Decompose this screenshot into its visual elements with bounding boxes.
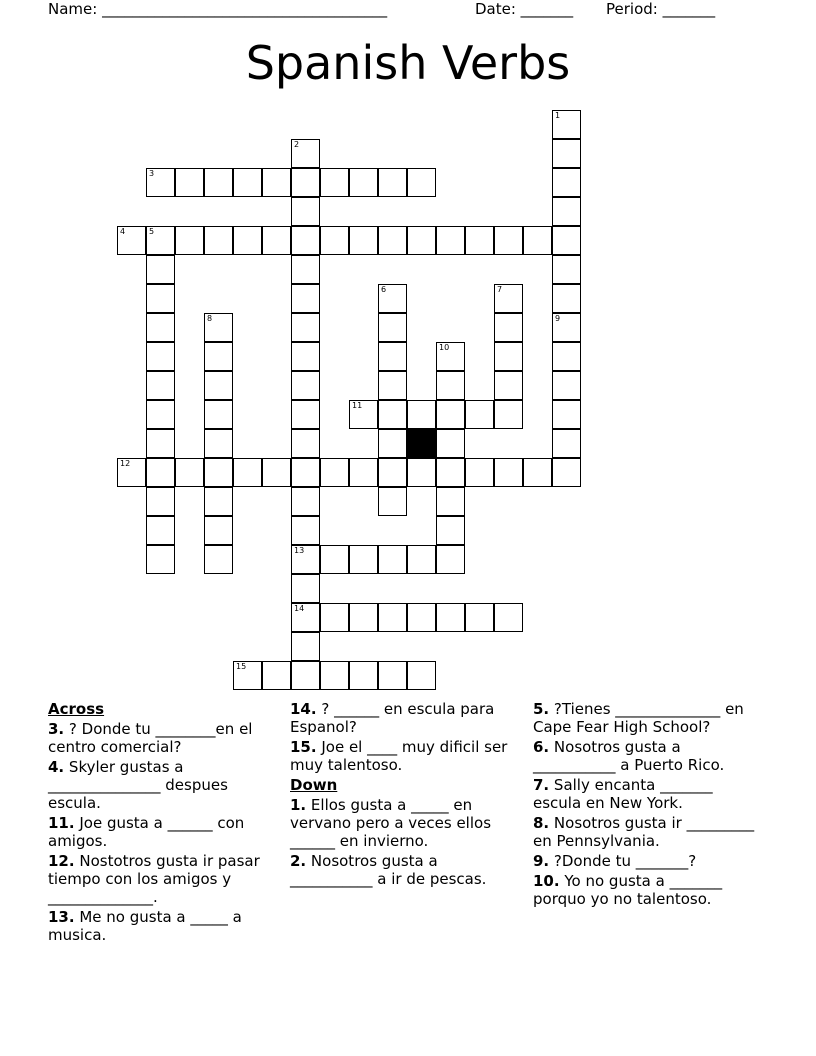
grid-cell[interactable] [465,226,494,255]
clue-down-7: 7. Sally encanta _______ escula en New York. [533,776,713,812]
grid-cell[interactable] [407,458,436,487]
grid-cell[interactable] [204,168,233,197]
page-title: Spanish Verbs [245,36,571,90]
grid-cell[interactable] [378,400,407,429]
grid-cell[interactable] [146,284,175,313]
grid-cell[interactable] [291,545,320,574]
grid-cell[interactable] [552,458,581,487]
clue-across-12: 12. Nostotros gusta ir pasar tiempo con los amigos y ______________. [48,852,260,906]
clue-down-10: 10. Yo no gusta a _______ porquo yo no talentoso. [533,872,723,908]
grid-cell[interactable] [291,371,320,400]
clue-number: 7 [497,285,503,294]
clue-across-13: 13. Me no gusta a _____ a musica. [48,908,242,944]
clue-across-11: 11. Joe gusta a ______ con amigos. [48,814,245,850]
clues-column-2 [290,700,518,890]
grid-cell[interactable] [262,458,291,487]
period-field: Period: _______ [606,0,716,18]
grid-cell[interactable] [146,168,175,197]
grid-cell[interactable] [407,661,436,690]
grid-cell[interactable] [349,168,378,197]
grid-cell[interactable] [291,168,320,197]
grid-cell[interactable] [349,226,378,255]
grid-cell[interactable] [146,400,175,429]
grid-cell[interactable] [552,371,581,400]
grid-cell[interactable] [146,313,175,342]
clue-down-5: 5. ?Tienes ______________ en Cape Fear High School? [533,700,744,736]
grid-cell[interactable] [407,168,436,197]
grid-cell[interactable] [291,400,320,429]
grid-cell[interactable] [407,400,436,429]
clue-number: 5 [149,227,155,236]
grid-cell[interactable] [291,226,320,255]
clue-number: 11 [352,401,363,410]
grid-cell[interactable] [291,139,320,168]
grid-cell[interactable] [552,168,581,197]
grid-cell[interactable] [436,545,465,574]
clue-number: 4 [120,227,126,236]
grid-cell[interactable] [175,226,204,255]
grid-cell[interactable] [233,458,262,487]
grid-cell[interactable] [233,661,262,690]
grid-cell[interactable] [146,255,175,284]
clues-column-1 [48,700,268,946]
grid-cell[interactable] [349,603,378,632]
clue-number: 9 [555,314,561,323]
grid-cell[interactable] [291,574,320,603]
clue-number: 6 [381,285,387,294]
grid-cell[interactable] [407,226,436,255]
grid-cell[interactable] [494,313,523,342]
grid-cell[interactable] [552,197,581,226]
grid-cell[interactable] [378,226,407,255]
grid-cell[interactable] [349,545,378,574]
grid-cell[interactable] [204,400,233,429]
grid-cell[interactable] [378,603,407,632]
grid-cell[interactable] [436,371,465,400]
down-heading: Down [290,776,338,794]
grid-cell[interactable] [262,661,291,690]
grid-cell[interactable] [552,400,581,429]
grid-cell[interactable] [146,545,175,574]
clue-number: 1 [555,111,561,120]
grid-cell[interactable] [320,603,349,632]
grid-cell[interactable] [204,342,233,371]
grid-cell[interactable] [552,429,581,458]
grid-cell[interactable] [204,545,233,574]
grid-cell[interactable] [378,487,407,516]
grid-cell[interactable] [204,487,233,516]
grid-cell[interactable] [117,458,146,487]
grid-cell[interactable] [436,400,465,429]
grid-cell[interactable] [349,400,378,429]
grid-cell[interactable] [349,661,378,690]
grid-cell[interactable] [320,168,349,197]
grid-cell[interactable] [291,632,320,661]
grid-cell[interactable] [494,284,523,313]
grid-cell[interactable] [204,226,233,255]
grid-cell[interactable] [175,168,204,197]
grid-cell[interactable] [436,487,465,516]
grid-cell[interactable] [233,226,262,255]
grid-cell[interactable] [204,458,233,487]
grid-cell[interactable] [117,226,146,255]
grid-cell[interactable] [146,342,175,371]
grid-cell[interactable] [146,371,175,400]
grid-cell[interactable] [552,139,581,168]
clue-down-9: 9. ?Donde tu _______? [533,852,697,870]
grid-cell[interactable] [262,226,291,255]
clue-number: 10 [439,343,450,352]
grid-cell[interactable] [291,661,320,690]
grid-cell[interactable] [291,284,320,313]
grid-cell[interactable] [378,342,407,371]
grid-cell[interactable] [378,458,407,487]
grid-cell[interactable] [436,516,465,545]
clue-number: 12 [120,459,131,468]
grid-cell[interactable] [552,284,581,313]
clue-across-14: 14. ? ______ en escula para Espanol? [290,700,495,736]
grid-cell[interactable] [291,603,320,632]
grid-cell[interactable] [291,429,320,458]
grid-cell[interactable] [146,516,175,545]
clue-number: 13 [294,546,305,555]
across-heading: Across [48,700,105,718]
grid-cell[interactable] [320,661,349,690]
grid-cell[interactable] [146,458,175,487]
grid-cell[interactable] [407,545,436,574]
grid-cell[interactable] [291,458,320,487]
grid-cell[interactable] [436,429,465,458]
grid-cell[interactable] [146,429,175,458]
clue-number: 14 [294,604,305,613]
date-field: Date: _______ [475,0,574,18]
black-cell [407,429,436,458]
grid-cell[interactable] [523,458,552,487]
grid-cell[interactable] [552,110,581,139]
grid-cell[interactable] [320,226,349,255]
grid-cell[interactable] [378,371,407,400]
grid-cell[interactable] [436,342,465,371]
clue-down-1: 1. Ellos gusta a _____ en vervano pero a veces ellos ______ en invierno. [290,796,492,850]
grid-cell[interactable] [552,313,581,342]
grid-cell[interactable] [233,168,262,197]
grid-cell[interactable] [552,342,581,371]
grid-cell[interactable] [494,603,523,632]
grid-cell[interactable] [204,371,233,400]
name-field: Name: ______________________________________ [48,0,388,18]
clue-across-4: 4. Skyler gustas a _______________ despues escula. [48,758,228,812]
clue-down-8: 8. Nosotros gusta ir _________ en Pennsylvania. [533,814,755,850]
grid-cell[interactable] [465,603,494,632]
grid-cell[interactable] [465,400,494,429]
clue-number: 3 [149,169,155,178]
grid-cell[interactable] [523,226,552,255]
grid-cell[interactable] [494,400,523,429]
grid-cell[interactable] [204,313,233,342]
clue-across-15: 15. Joe el ____ muy dificil ser muy talentoso. [290,738,508,774]
grid-cell[interactable] [378,661,407,690]
grid-cell[interactable] [320,545,349,574]
grid-cell[interactable] [552,226,581,255]
grid-cell[interactable] [291,342,320,371]
clues-column-3 [533,700,763,910]
grid-cell[interactable] [262,168,291,197]
grid-cell[interactable] [494,342,523,371]
clue-down-6: 6. Nosotros gusta a ___________ a Puerto Rico. [533,738,725,774]
grid-cell[interactable] [349,458,378,487]
clue-number: 2 [294,140,300,149]
grid-cell[interactable] [494,226,523,255]
grid-cell[interactable] [436,458,465,487]
clue-across-3: 3. ? Donde tu ________en el centro comercial? [48,720,253,756]
grid-cell[interactable] [291,516,320,545]
grid-cell[interactable] [494,371,523,400]
grid-cell[interactable] [552,255,581,284]
grid-cell[interactable] [378,284,407,313]
grid-cell[interactable] [494,458,523,487]
clue-number: 8 [207,314,213,323]
grid-cell[interactable] [204,516,233,545]
grid-cell[interactable] [465,458,494,487]
grid-cell[interactable] [291,313,320,342]
grid-cell[interactable] [407,603,436,632]
grid-cell[interactable] [291,487,320,516]
clue-down-2: 2. Nosotros gusta a ___________ a ir de pescas. [290,852,487,888]
grid-cell[interactable] [436,603,465,632]
grid-cell[interactable] [146,226,175,255]
grid-cell[interactable] [291,255,320,284]
grid-cell[interactable] [436,226,465,255]
grid-cell[interactable] [378,545,407,574]
grid-cell[interactable] [175,458,204,487]
grid-cell[interactable] [291,197,320,226]
grid-cell[interactable] [146,487,175,516]
grid-cell[interactable] [378,313,407,342]
grid-cell[interactable] [378,168,407,197]
clue-number: 15 [236,662,247,671]
grid-cell[interactable] [320,458,349,487]
grid-cell[interactable] [204,429,233,458]
grid-cell[interactable] [378,429,407,458]
